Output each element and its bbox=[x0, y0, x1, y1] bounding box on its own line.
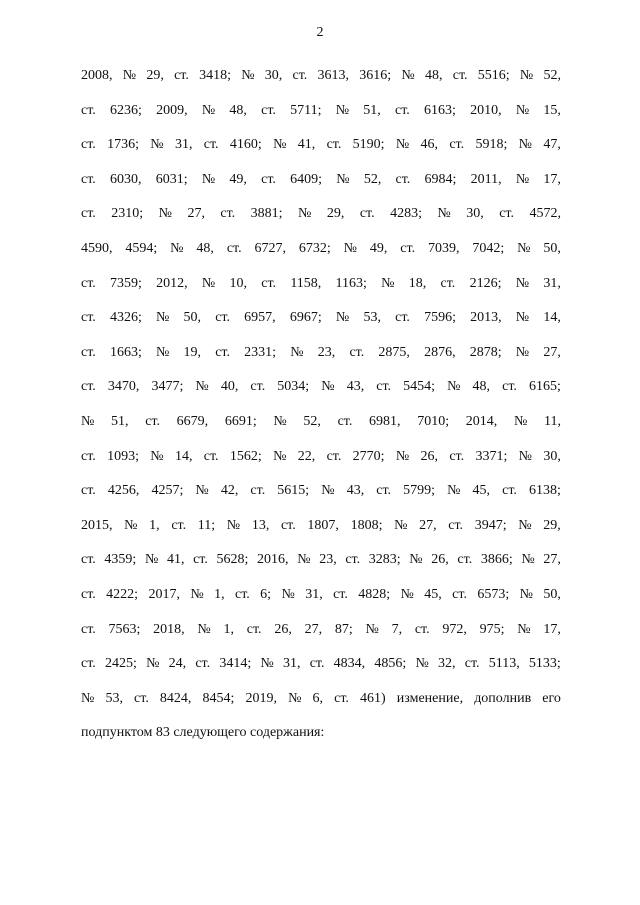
text-line: ст. 6030, 6031; № 49, ст. 6409; № 52, ст. 6984; 2011, № 17, bbox=[81, 171, 561, 187]
text-line: ст. 4326; № 50, ст. 6957, 6967; № 53, ст. 7596; 2013, № 14, bbox=[81, 310, 561, 326]
text-line: 4590, 4594; № 48, ст. 6727, 6732; № 49, ст. 7039, 7042; № 50, bbox=[81, 240, 561, 256]
body-text bbox=[81, 59, 561, 751]
page-number: 2 bbox=[316, 25, 324, 40]
text-line-last: подпунктом 83 следующего содержания: bbox=[81, 725, 325, 741]
text-line: ст. 3470, 3477; № 40, ст. 5034; № 43, ст. 5454; № 48, ст. 6165; bbox=[81, 379, 561, 395]
text-line: № 53, ст. 8424, 8454; 2019, № 6, ст. 461) изменение, дополнив его bbox=[81, 690, 561, 706]
text-line: ст. 1663; № 19, ст. 2331; № 23, ст. 2875, 2876, 2878; № 27, bbox=[81, 344, 561, 360]
text-line: ст. 1736; № 31, ст. 4160; № 41, ст. 5190; № 46, ст. 5918; № 47, bbox=[81, 137, 561, 153]
text-line: № 51, ст. 6679, 6691; № 52, ст. 6981, 7010; 2014, № 11, bbox=[81, 413, 561, 429]
text-line: ст. 7563; 2018, № 1, ст. 26, 27, 87; № 7, ст. 972, 975; № 17, bbox=[81, 621, 561, 637]
text-line: 2008, № 29, ст. 3418; № 30, ст. 3613, 3616; № 48, ст. 5516; № 52, bbox=[81, 68, 561, 83]
text-line: 2015, № 1, ст. 11; № 13, ст. 1807, 1808; № 27, ст. 3947; № 29, bbox=[81, 517, 561, 533]
text-line: ст. 2310; № 27, ст. 3881; № 29, ст. 4283; № 30, ст. 4572, bbox=[81, 206, 561, 222]
text-line: ст. 2425; № 24, ст. 3414; № 31, ст. 4834, 4856; № 32, ст. 5113, 5133; bbox=[81, 656, 561, 672]
text-line: ст. 4256, 4257; № 42, ст. 5615; № 43, ст. 5799; № 45, ст. 6138; bbox=[81, 483, 561, 499]
text-line: ст. 4222; 2017, № 1, ст. 6; № 31, ст. 4828; № 45, ст. 6573; № 50, bbox=[81, 586, 561, 602]
text-line: ст. 6236; 2009, № 48, ст. 5711; № 51, ст. 6163; 2010, № 15, bbox=[81, 102, 561, 118]
text-line: ст. 7359; 2012, № 10, ст. 1158, 1163; № 18, ст. 2126; № 31, bbox=[81, 275, 561, 291]
text-line: ст. 1093; № 14, ст. 1562; № 22, ст. 2770; № 26, ст. 3371; № 30, bbox=[81, 448, 561, 464]
text-line: ст. 4359; № 41, ст. 5628; 2016, № 23, ст. 3283; № 26, ст. 3866; № 27, bbox=[81, 552, 561, 568]
